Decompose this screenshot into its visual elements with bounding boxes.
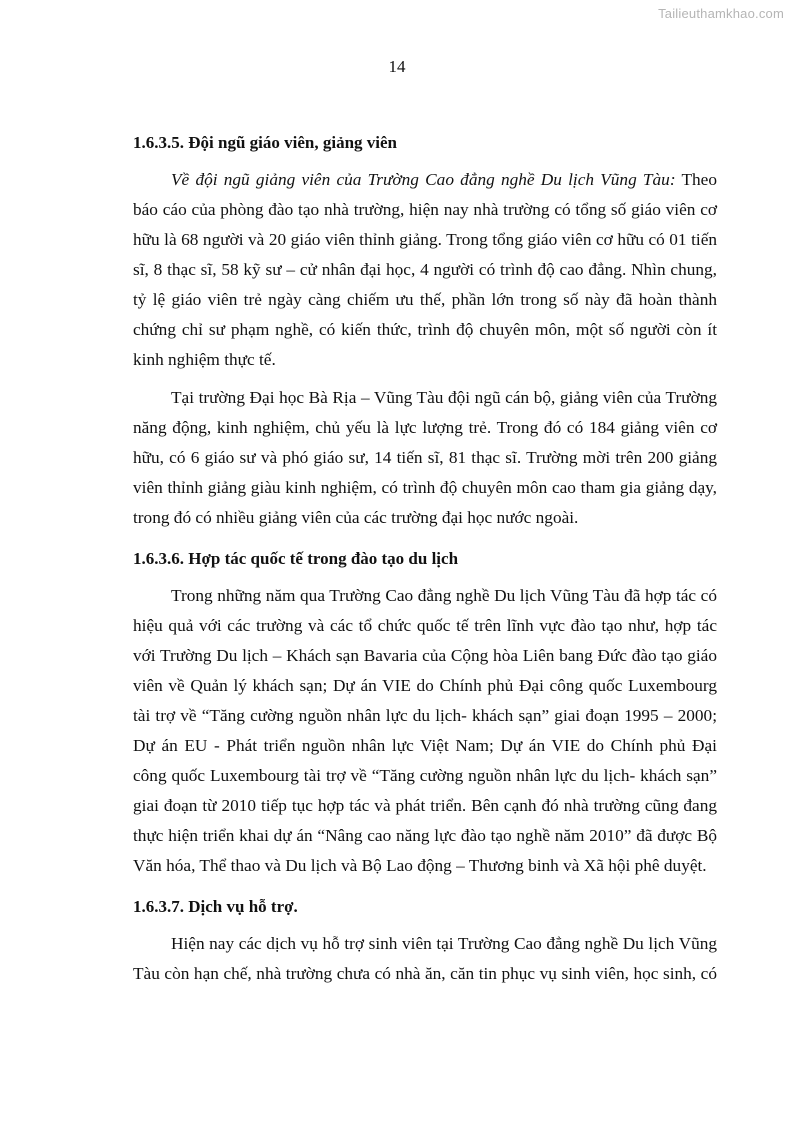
text-line: công quốc Luxembourg tài trợ về “Tăng cường nguồn nhân lực du lịch- khách sạn” bbox=[133, 766, 717, 785]
text-line: kinh nghiệm thực tế. bbox=[133, 350, 276, 369]
watermark: Tailieuthamkhao.com bbox=[658, 6, 784, 21]
section-heading: 1.6.3.5. Đội ngũ giáo viên, giảng viên bbox=[133, 133, 398, 152]
text-line: Hiện nay các dịch vụ hỗ trợ sinh viên tại Trường Cao đẳng nghề Du lịch Vũng bbox=[171, 934, 717, 953]
text-line: Tại trường Đại học Bà Rịa – Vũng Tàu đội ngũ cán bộ, giảng viên của Trường bbox=[171, 388, 717, 407]
text-line: với Trường Du lịch – Khách sạn Bavaria của Cộng hòa Liên bang Đức đào tạo giáo bbox=[133, 646, 717, 665]
paragraph bbox=[133, 929, 717, 989]
text-line bbox=[133, 165, 717, 195]
text-line: hữu là 68 người và 20 giáo viên thỉnh giảng. Trong tổng giáo viên cơ hữu có 01 tiến bbox=[133, 230, 717, 249]
lead-rest: Theo bbox=[675, 170, 717, 189]
section-heading: 1.6.3.7. Dịch vụ hỗ trợ. bbox=[133, 897, 298, 916]
text-line: tỷ lệ giáo viên trẻ ngày càng chiếm ưu thế, phần lớn trong số này đã hoàn thành bbox=[133, 290, 717, 309]
text-line: Tàu còn hạn chế, nhà trường chưa có nhà ăn, căn tin phục vụ sinh viên, học sinh, có bbox=[133, 964, 717, 983]
section-heading: 1.6.3.6. Hợp tác quốc tế trong đào tạo du lịch bbox=[133, 549, 459, 568]
text-line: hiệu quả với các trường và các tổ chức quốc tế trên lĩnh vực đào tạo như, hợp tác bbox=[133, 616, 717, 635]
text-line: tài trợ về “Tăng cường nguồn nhân lực du lịch- khách sạn” giai đoạn 1995 – 2000; bbox=[133, 706, 717, 725]
text-line: Dự án EU - Phát triển nguồn nhân lực Việt Nam; Dự án VIE do Chính phủ Đại bbox=[133, 736, 717, 755]
text-line: năng động, kinh nghiệm, chủ yếu là lực lượng trẻ. Trong đó có 184 giảng viên cơ bbox=[133, 418, 717, 437]
text-line: thực hiện triển khai dự án “Nâng cao năng lực đào tạo nghề năm 2010” đã được Bộ bbox=[133, 826, 717, 845]
text-line: sĩ, 8 thạc sĩ, 58 kỹ sư – cử nhân đại học, 4 người có trình độ cao đẳng. Nhìn chung, bbox=[133, 260, 717, 279]
text-line: trong đó có nhiều giảng viên của các trường đại học nước ngoài. bbox=[133, 508, 579, 527]
text-line: chứng chỉ sư phạm nghề, có kiến thức, trình độ chuyên môn, một số người còn ít bbox=[133, 320, 717, 339]
paragraph bbox=[133, 165, 717, 375]
paragraph bbox=[133, 383, 717, 533]
text-line: viên thỉnh giảng giàu kinh nghiệm, có trình độ chuyên môn cao tham gia giảng dạy, bbox=[133, 478, 717, 497]
text-line: Trong những năm qua Trường Cao đẳng nghề Du lịch Vũng Tàu đã hợp tác có bbox=[171, 586, 717, 605]
text-line: viên về Quản lý khách sạn; Dự án VIE do Chính phủ Đại công quốc Luxembourg bbox=[133, 676, 717, 695]
text-line: hữu, có 6 giáo sư và phó giáo sư, 14 tiến sĩ, 81 thạc sĩ. Trường mời trên 200 giảng bbox=[133, 448, 717, 467]
paragraph bbox=[133, 581, 717, 881]
page-number: 14 bbox=[388, 57, 406, 76]
document-body bbox=[133, 131, 717, 989]
italic-lead: Về đội ngũ giảng viên của Trường Cao đẳng nghề Du lịch Vũng Tàu: bbox=[171, 170, 676, 189]
text-line: giai đoạn từ 2010 tiếp tục hợp tác và phát triển. Bên cạnh đó nhà trường cũng đang bbox=[133, 796, 717, 815]
text-line: báo cáo của phòng đào tạo nhà trường, hiện nay nhà trường có tổng số giáo viên cơ bbox=[133, 200, 717, 219]
text-line: Văn hóa, Thể thao và Du lịch và Bộ Lao động – Thương binh và Xã hội phê duyệt. bbox=[133, 856, 707, 875]
